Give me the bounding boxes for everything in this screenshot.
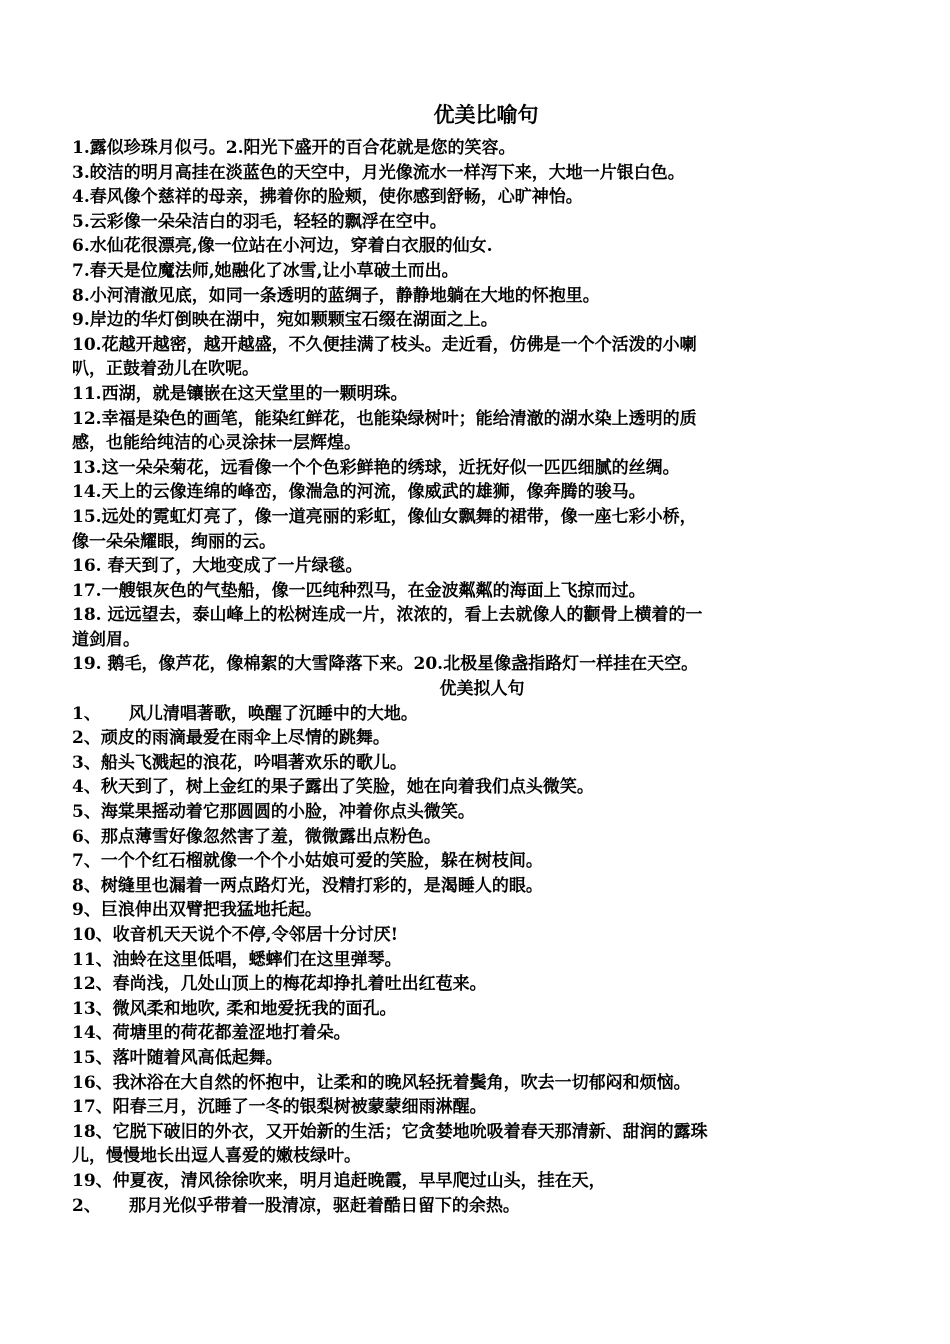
personification-line: 8、树缝里也漏着一两点路灯光，没精打彩的，是渴睡人的眼。: [72, 875, 543, 896]
metaphor-line: 13.这一朵朵菊花，远看像一个个色彩鲜艳的绣球，近抚好似一匹匹细腻的丝绸。: [72, 457, 680, 478]
personification-line: 19、仲夏夜，清风徐徐吹来，明月追赶晚霞，早早爬过山头，挂在天，: [72, 1170, 606, 1191]
metaphor-line: 5.云彩像一朵朵洁白的羽毛，轻轻的飘浮在空中。: [72, 211, 447, 232]
personification-line: 15、落叶随着风高低起舞。: [72, 1047, 283, 1068]
personification-line: 14、荷塘里的荷花都羞涩地打着朵。: [72, 1023, 351, 1044]
list-number: 2、: [72, 1195, 101, 1216]
personification-line: 6、那点薄雪好像忽然害了羞，微微露出点粉色。: [72, 826, 441, 847]
metaphor-paragraph-18: [72, 603, 882, 652]
personification-line: 13、微风柔和地吹, 柔和地爱抚我的面孔。: [72, 998, 397, 1019]
paragraph-line: 像一朵朵耀眼，绚丽的云。: [72, 531, 276, 552]
metaphor-line: 1.露似珍珠月似弓。2.阳光下盛开的百合花就是您的笑容。: [72, 138, 516, 158]
metaphor-line: 16. 春天到了，大地变成了一片绿毯。: [72, 556, 363, 577]
personification-line: 9、巨浪伸出双臂把我猛地托起。: [72, 900, 322, 921]
personification-line: [72, 702, 882, 727]
paragraph-line: 10.花越开越密，越开越盛，不久便挂满了枝头。走近看，仿佛是一个个活泼的小喇: [72, 334, 697, 355]
paragraph-line: 感，也能给纯洁的心灵涂抹一层辉煌。: [72, 433, 361, 454]
metaphor-paragraph-12: [72, 407, 882, 456]
paragraph-line: 儿，慢慢地长出逗人喜爱的嫩枝绿叶。: [72, 1146, 361, 1167]
metaphor-line: 4.春风像个慈祥的母亲，拂着你的脸颊，使你感到舒畅，心旷神怡。: [72, 187, 583, 208]
personification-line: 12、春尚浅，几处山顶上的梅花却挣扎着吐出红苞来。: [72, 974, 487, 995]
personification-line: 5、海棠果摇动着它那圆圆的小脸，冲着你点头微笑。: [72, 802, 475, 823]
paragraph-line: 12.幸福是染色的画笔，能染红鲜花，也能染绿树叶；能给清澈的湖水染上透明的质: [72, 408, 697, 429]
metaphor-line: 3.皎洁的明月高挂在淡蓝色的天空中，月光像流水一样泻下来，大地一片银白色。: [72, 162, 685, 183]
metaphor-line: 17.一艘银灰色的气垫船，像一匹纯种烈马，在金波粼粼的海面上飞掠而过。: [72, 580, 646, 601]
paragraph-line: 18. 远远望去，泰山峰上的松树连成一片，浓浓的，看上去就像人的颧骨上横着的一: [72, 605, 703, 626]
personification-line: 3、船头飞溅起的浪花，吟唱著欢乐的歌儿。: [72, 752, 407, 773]
paragraph-line: 15.远处的霓虹灯亮了，像一道亮丽的彩虹，像仙女飘舞的裙带，像一座七彩小桥，: [72, 506, 697, 527]
metaphor-line: 11.西湖，就是镶嵌在这天堂里的一颗明珠。: [72, 383, 408, 404]
list-number: 1、: [72, 703, 101, 724]
personification-line: 7、一个个红石榴就像一个个小姑娘可爱的笑脸，躲在树枝间。: [72, 851, 543, 872]
metaphor-paragraph-10: [72, 333, 882, 382]
personification-line: 17、阳春三月，沉睡了一冬的银梨树被蒙蒙细雨淋醒。: [72, 1097, 487, 1118]
list-text: 那月光似乎带着一股清凉，驱赶着酷日留下的余热。: [128, 1195, 520, 1216]
paragraph-line: 道剑眉。: [72, 629, 140, 650]
personification-line: 11、油蛉在这里低唱，蟋蟀们在这里弹琴。: [72, 949, 402, 970]
metaphor-line: 9.岸边的华灯倒映在湖中，宛如颗颗宝石缀在湖面之上。: [72, 310, 498, 331]
metaphor-line: 14.天上的云像连绵的峰峦，像湍急的河流，像威武的雄狮，像奔腾的骏马。: [72, 482, 646, 503]
metaphor-line: 6.水仙花很漂亮,像一位站在小河边，穿着白衣服的仙女.: [72, 236, 493, 257]
section-subtitle: 优美拟人句: [439, 679, 525, 700]
metaphor-paragraph-15: [72, 505, 882, 554]
document-title: 优美比喻句: [433, 102, 539, 127]
personification-line: 10、收音机天天说个不停,令邻居十分讨厌!: [72, 925, 399, 945]
list-text: 风儿清唱著歌，唤醒了沉睡中的大地。: [128, 703, 418, 724]
paragraph-line: 叭，正鼓着劲儿在吹呢。: [72, 359, 259, 380]
personification-line: 4、秋天到了，树上金红的果子露出了笑脸，她在向着我们点头微笑。: [72, 777, 594, 798]
metaphor-line: 8.小河清澈见底，如同一条透明的蓝绸子，静静地躺在大地的怀抱里。: [72, 285, 600, 306]
metaphor-line: 7.春天是位魔法师,她融化了冰雪,让小草破土而出。: [72, 260, 459, 281]
metaphor-line: 19. 鹅毛，像芦花，像棉絮的大雪降落下来。20.北极星像盏指路灯一样挂在天空。: [72, 654, 699, 675]
personification-line: [72, 1194, 882, 1219]
personification-paragraph-18: [72, 1120, 882, 1169]
personification-line: 2、顽皮的雨滴最爱在雨伞上尽情的跳舞。: [72, 728, 390, 749]
personification-line: 16、我沐浴在大自然的怀抱中，让柔和的晚风轻抚着鬓角，吹去一切郁闷和烦恼。: [72, 1072, 691, 1093]
paragraph-line: 18、它脱下破旧的外衣，又开始新的生活；它贪婪地吮吸着春天那清新、甜润的露珠: [72, 1121, 708, 1142]
document-page: [72, 100, 882, 1218]
